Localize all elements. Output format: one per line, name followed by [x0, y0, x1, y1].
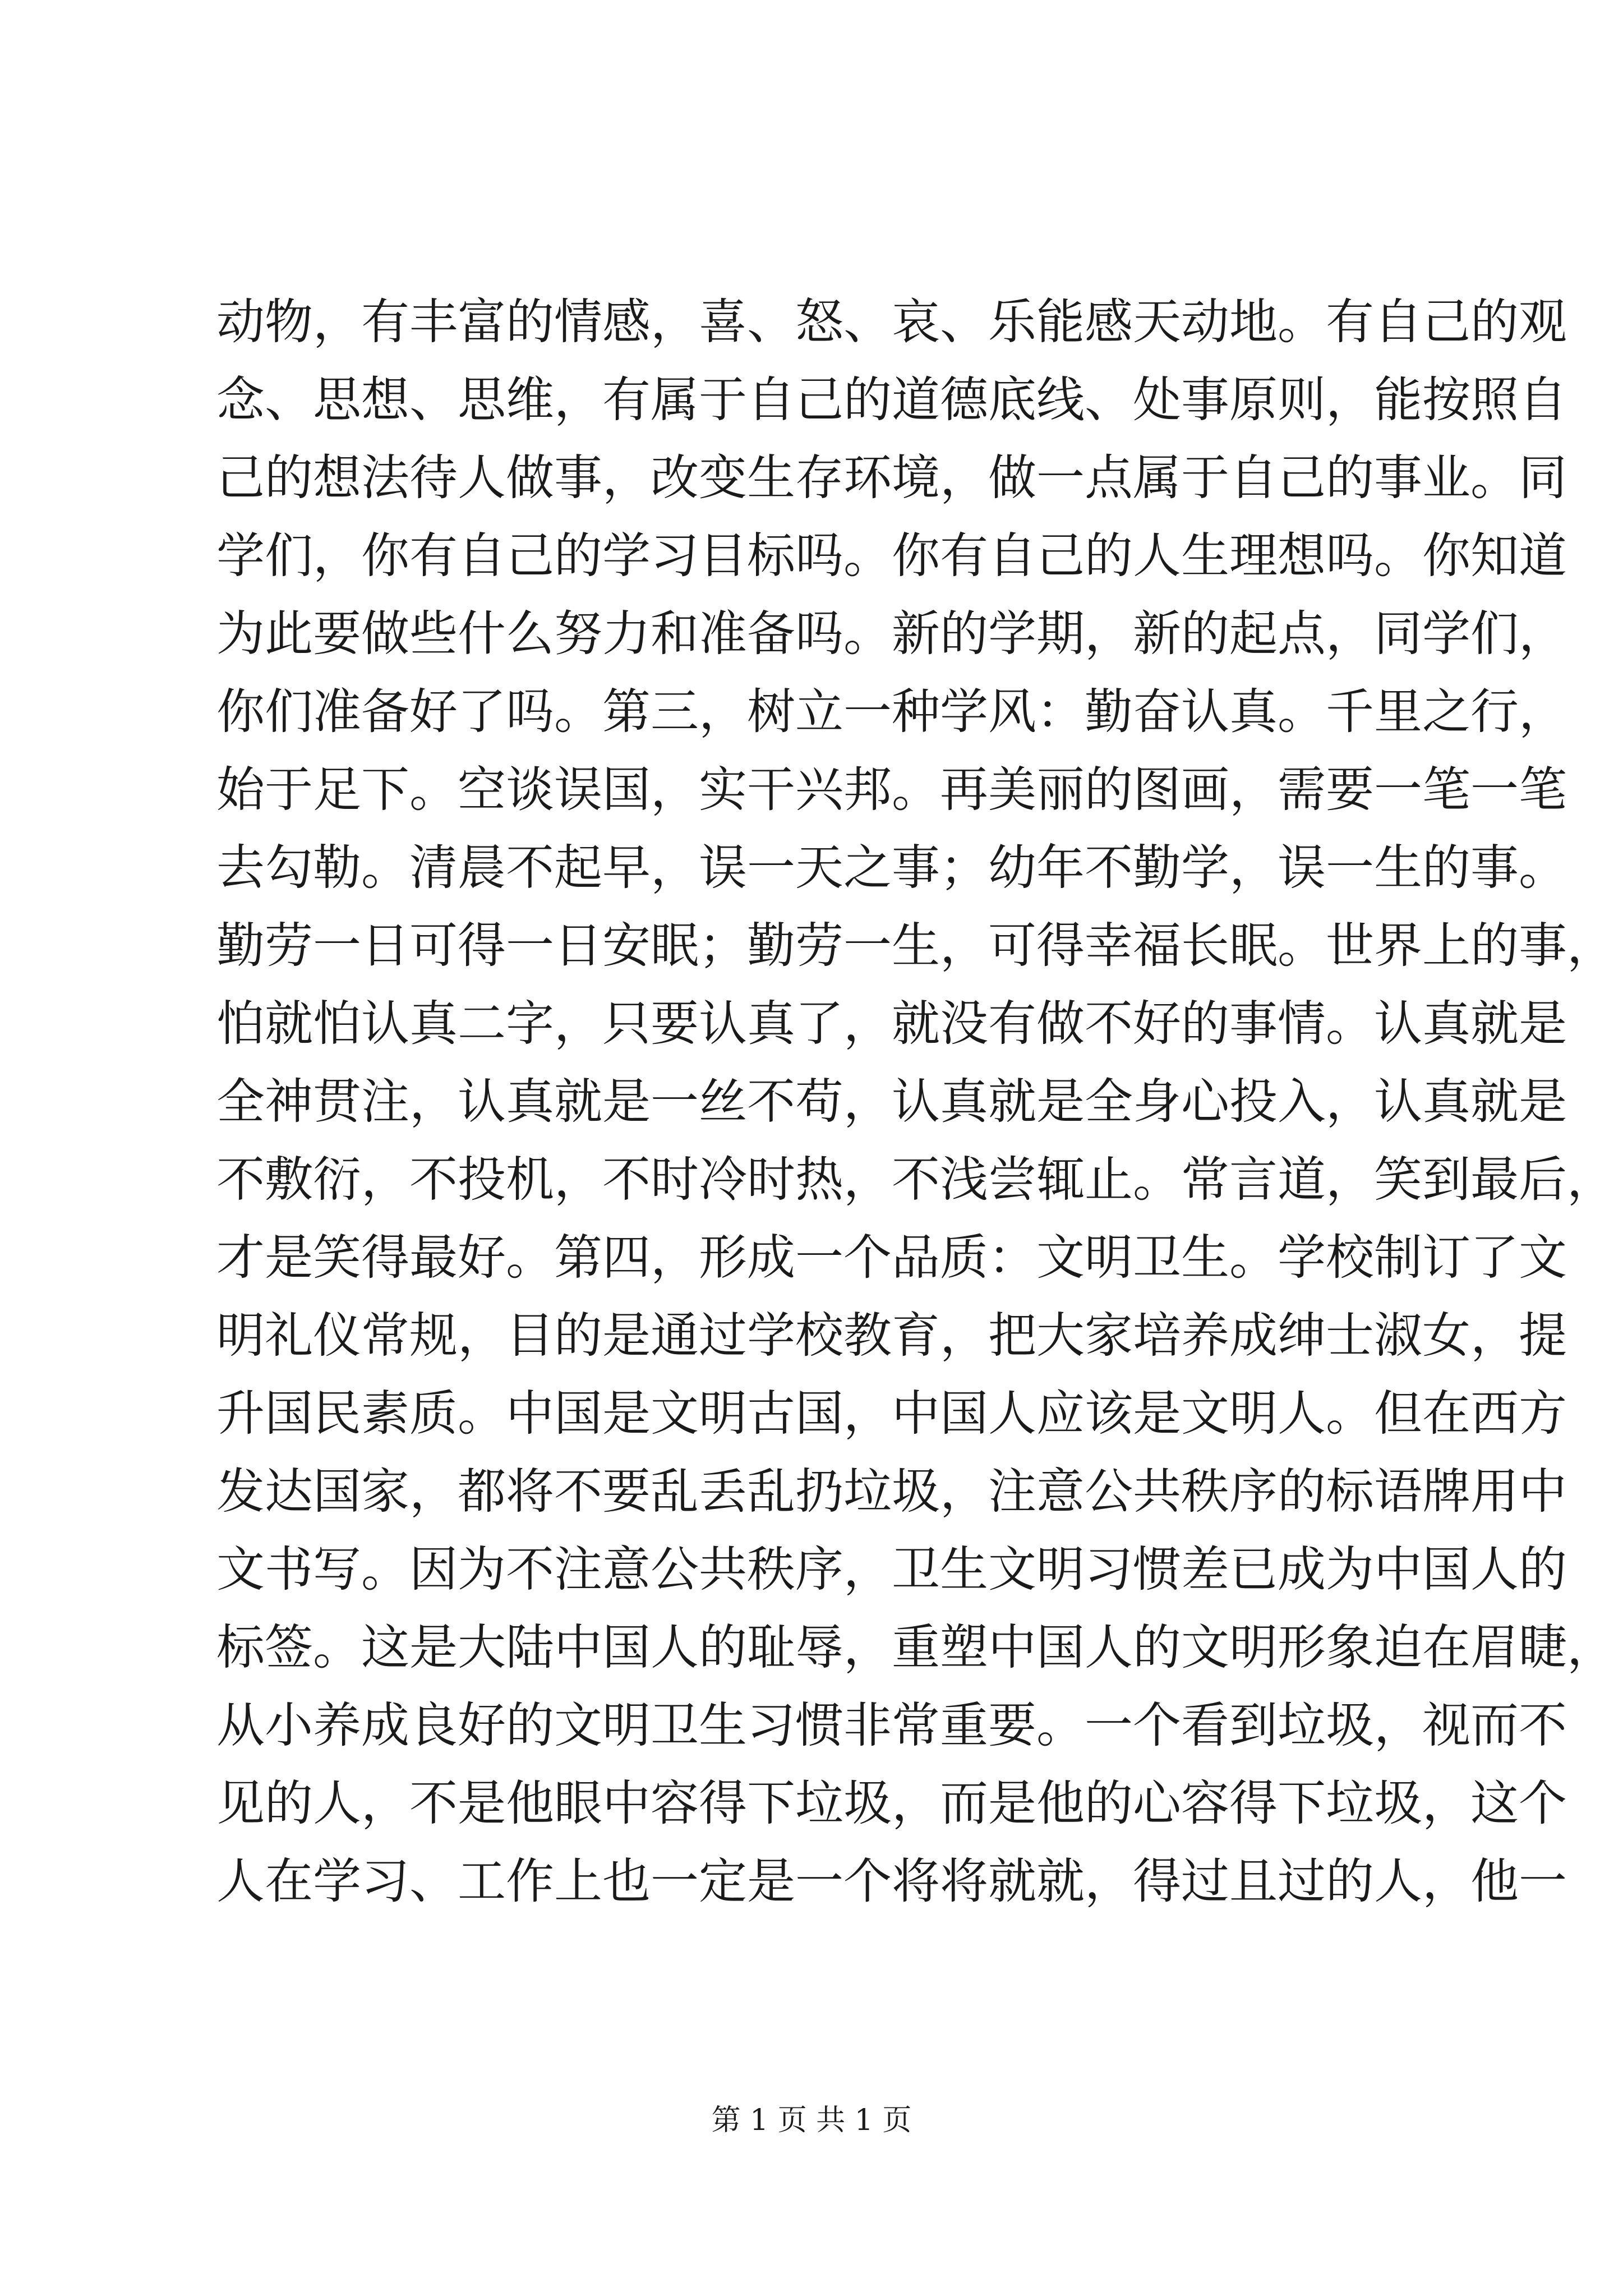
- text-line: 为此要做些什么努力和准备吗。新的学期，新的起点，同学们，: [216, 606, 1567, 662]
- text-line: 念、思想、思维，有属于自己的道德底线、处事原则，能按照自: [216, 372, 1567, 428]
- text-line: 去勾勒。清晨不起早，误一天之事；幼年不勤学，误一生的事。: [216, 840, 1567, 896]
- text-line: 全神贯注，认真就是一丝不苟，认真就是全身心投入，认真就是: [216, 1074, 1567, 1130]
- text-line: 才是笑得最好。第四，形成一个品质：文明卫生。学校制订了文: [216, 1230, 1567, 1286]
- text-line: 人在学习、工作上也一定是一个将将就就，得过且过的人，他一: [216, 1853, 1567, 1910]
- text-line: 不敷衍，不投机，不时冷时热，不浅尝辄止。常言道，笑到最后，: [216, 1152, 1615, 1208]
- text-line: 文书写。因为不注意公共秩序，卫生文明习惯差已成为中国人的: [216, 1542, 1567, 1598]
- text-line: 学们，你有自己的学习目标吗。你有自己的人生理想吗。你知道: [216, 528, 1567, 584]
- text-line: 己的想法待人做事，改变生存环境，做一点属于自己的事业。同: [216, 450, 1567, 506]
- text-line: 动物，有丰富的情感，喜、怒、哀、乐能感天动地。有自己的观: [216, 294, 1567, 350]
- text-line: 发达国家，都将不要乱丢乱扔垃圾，注意公共秩序的标语牌用中: [216, 1464, 1567, 1520]
- text-line: 明礼仪常规，目的是通过学校教育，把大家培养成绅士淑女，提: [216, 1308, 1567, 1364]
- body-text: [216, 283, 1615, 1921]
- text-line: 见的人，不是他眼中容得下垃圾，而是他的心容得下垃圾，这个: [216, 1775, 1567, 1832]
- text-line: 从小养成良好的文明卫生习惯非常重要。一个看到垃圾，视而不: [216, 1697, 1567, 1754]
- text-line: 你们准备好了吗。第三，树立一种学风：勤奋认真。千里之行，: [216, 684, 1567, 740]
- text-line: 升国民素质。中国是文明古国，中国人应该是文明人。但在西方: [216, 1386, 1567, 1442]
- page-number-footer: 第 1 页 共 1 页: [711, 2104, 912, 2137]
- text-line: 怕就怕认真二字，只要认真了，就没有做不好的事情。认真就是: [216, 996, 1567, 1052]
- text-line: 标签。这是大陆中国人的耻辱，重塑中国人的文明形象迫在眉睫，: [216, 1619, 1615, 1676]
- text-line: 始于足下。空谈误国，实干兴邦。再美丽的图画，需要一笔一笔: [216, 762, 1567, 818]
- text-line: 勤劳一日可得一日安眠；勤劳一生，可得幸福长眠。世界上的事，: [216, 918, 1615, 974]
